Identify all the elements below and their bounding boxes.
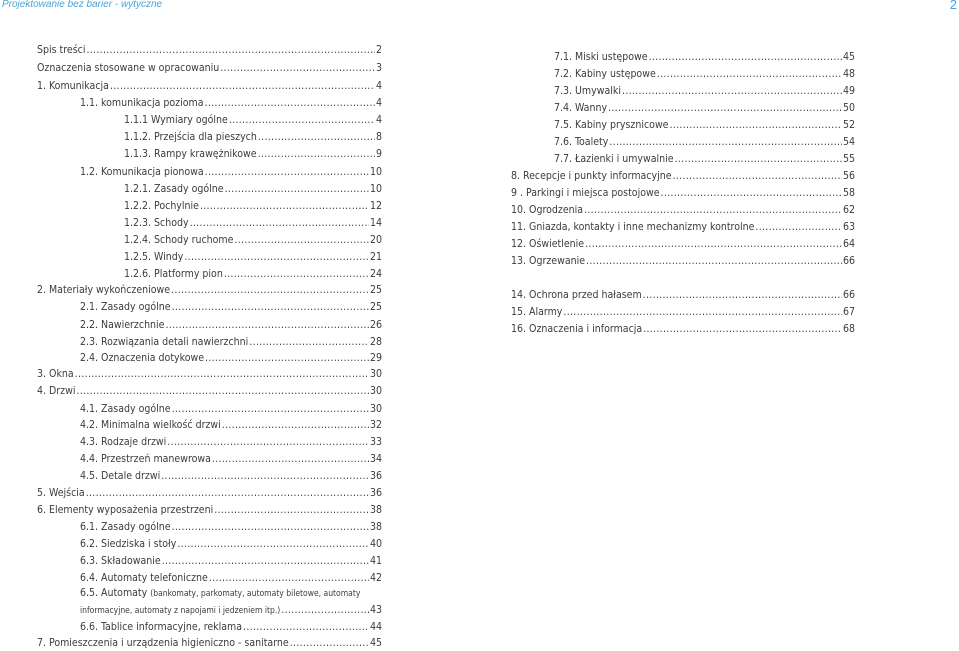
- header-title: Projektowanie bez barier - wytyczne: [2, 0, 163, 10]
- toc-entry-page: 38: [369, 521, 382, 533]
- toc-entry-page: 62: [842, 204, 855, 216]
- toc-entry[interactable]: [124, 268, 382, 281]
- toc-entry-page: 21: [369, 251, 382, 263]
- toc-entry-title: 2.1. Zasady ogólne: [80, 301, 171, 313]
- toc-entry[interactable]: [554, 102, 855, 115]
- toc-entry-page: 9: [375, 148, 382, 160]
- toc-entry-page: 66: [842, 255, 855, 267]
- page-number: 2: [949, 0, 957, 12]
- toc-entry-title: Oznaczenia stosowane w opracowaniu: [37, 62, 220, 74]
- toc-entry-title: 7.6. Toalety: [554, 136, 609, 148]
- toc-leader-dots: [209, 572, 369, 585]
- toc-leader-dots: [172, 301, 369, 314]
- toc-entry[interactable]: [37, 504, 382, 517]
- toc-entry-title: 3. Okna: [37, 368, 74, 380]
- toc-entry-page: 66: [842, 289, 855, 301]
- toc-entry-page: 45: [842, 51, 855, 63]
- toc-leader-dots: [675, 153, 842, 166]
- toc-entry-page: 30: [369, 403, 382, 415]
- toc-entry-page: 67: [842, 306, 855, 318]
- toc-entry-page: 68: [842, 323, 855, 335]
- toc-entry-title: 8. Recepcje i punkty informacyjne: [511, 170, 672, 182]
- toc-entry-page: 42: [369, 572, 382, 584]
- toc-entry-title: 1.2.5. Windy: [124, 251, 184, 263]
- toc-entry[interactable]: [80, 301, 382, 314]
- toc-entry[interactable]: [80, 419, 382, 432]
- toc-entry[interactable]: [80, 521, 382, 534]
- toc-entry[interactable]: [80, 97, 382, 110]
- toc-entry-title: 1.1. komunikacja pozioma: [80, 97, 204, 109]
- toc-leader-dots: [673, 170, 842, 183]
- toc-entry-page: 38: [369, 504, 382, 516]
- toc-entry[interactable]: [80, 336, 382, 349]
- toc-entry-page: 20: [369, 234, 382, 246]
- toc-leader-dots: [162, 555, 369, 568]
- toc-entry-page: 14: [369, 217, 382, 229]
- toc-leader-dots: [563, 306, 842, 319]
- toc-entry-title: 2.4. Oznaczenia dotykowe: [80, 352, 205, 364]
- toc-entry-page: 36: [369, 470, 382, 482]
- toc-entry-title: 7. Pomieszczenia i urządzenia higieniczno - sanitarne: [37, 637, 289, 649]
- toc-leader-dots: [205, 97, 375, 110]
- toc-entry-title: 14. Ochrona przed hałasem: [511, 289, 642, 301]
- toc-entry-page: 54: [842, 136, 855, 148]
- toc-leader-dots: [585, 238, 842, 251]
- toc-entry-title: 1.2.2. Pochylnie: [124, 200, 199, 212]
- toc-entry[interactable]: [80, 621, 382, 634]
- toc-entry-page: 30: [369, 385, 382, 397]
- toc-entry-page: 56: [842, 170, 855, 182]
- toc-entry-title: 6. Elementy wyposażenia przestrzeni: [37, 504, 214, 516]
- toc-leader-dots: [243, 621, 369, 634]
- toc-entry-page: 58: [842, 187, 855, 199]
- toc-entry[interactable]: [37, 62, 382, 75]
- toc-entry-page: 24: [369, 268, 382, 280]
- toc-leader-dots: [205, 352, 369, 365]
- toc-entry-page: 43: [369, 604, 382, 616]
- toc-entry-title: 9 . Parkingi i miejsca postojowe: [511, 187, 660, 199]
- toc-entry-page: 45: [369, 637, 382, 649]
- toc-entry-page: 28: [369, 336, 382, 348]
- toc-entry[interactable]: [511, 306, 855, 319]
- toc-entry-title: 1.2.6. Platformy pion: [124, 268, 223, 280]
- toc-leader-dots: [224, 268, 369, 281]
- toc-entry-title: 11. Gniazda, kontakty i inne mechanizmy kontrolne: [511, 221, 755, 233]
- toc-entry[interactable]: [80, 166, 382, 179]
- toc-entry[interactable]: [80, 352, 382, 365]
- toc-entry-title: 4.1. Zasady ogólne: [80, 403, 171, 415]
- toc-entry-page: 10: [369, 166, 382, 178]
- toc-leader-dots: [110, 80, 375, 93]
- toc-entry-page: 10: [369, 183, 382, 195]
- toc-leader-dots: [177, 538, 369, 551]
- toc-entry-title: 10. Ogrodzenia: [511, 204, 584, 216]
- toc-entry[interactable]: [124, 200, 382, 213]
- toc-entry[interactable]: [80, 319, 382, 332]
- toc-entry-title: 15. Alarmy: [511, 306, 563, 318]
- toc-entry-title: 13. Ogrzewanie: [511, 255, 586, 267]
- toc-entry[interactable]: [511, 255, 855, 268]
- toc-entry-title: 16. Oznaczenia i informacja: [511, 323, 643, 335]
- toc-leader-dots: [190, 217, 369, 230]
- toc-entry-page: 4: [375, 97, 382, 109]
- toc-entry-title: 4.2. Minimalna wielkość drzwi: [80, 419, 221, 431]
- toc-entry-title: 5. Wejścia: [37, 487, 85, 499]
- toc-entry-title: 2.2. Nawierzchnie: [80, 319, 165, 331]
- toc-leader-dots: [608, 102, 842, 115]
- toc-leader-dots: [214, 504, 369, 517]
- toc-entry[interactable]: [554, 68, 855, 81]
- toc-leader-dots: [649, 51, 842, 64]
- toc-entry-title: 7.4. Wanny: [554, 102, 608, 114]
- toc-entry-title: 6.1. Zasady ogólne: [80, 521, 171, 533]
- toc-entry-page: 50: [842, 102, 855, 114]
- toc-entry-title: 7.3. Umywalki: [554, 85, 621, 97]
- toc-entry-title: 4.5. Detale drzwi: [80, 470, 161, 482]
- toc-entry-page: 49: [842, 85, 855, 97]
- toc-entry[interactable]: [124, 131, 382, 144]
- toc-entry-title: 7.2. Kabiny ustępowe: [554, 68, 656, 80]
- toc-leader-dots: [657, 68, 842, 81]
- toc-entry-title: 1.1.3. Rampy krawężnikowe: [124, 148, 257, 160]
- toc-entry-title: 2. Materiały wykończeniowe: [37, 284, 171, 296]
- toc-leader-dots: [643, 323, 842, 336]
- toc-leader-dots: [622, 85, 842, 98]
- toc-entry-page: 4: [375, 80, 382, 92]
- toc-entry[interactable]: [80, 587, 382, 600]
- toc-leader-dots: [222, 419, 369, 432]
- toc-leader-dots: [643, 289, 842, 302]
- toc-entry[interactable]: [124, 217, 382, 230]
- page-header: [0, 0, 959, 14]
- toc-entry[interactable]: [511, 289, 855, 302]
- toc-entry-page: 26: [369, 319, 382, 331]
- toc-entry[interactable]: [37, 80, 382, 93]
- toc-entry[interactable]: [37, 385, 382, 398]
- toc-leader-dots: [184, 251, 369, 264]
- toc-entry[interactable]: [511, 170, 855, 183]
- toc-entry-page: 8: [375, 131, 382, 143]
- toc-entry[interactable]: [511, 204, 855, 217]
- toc-entry-page: 36: [369, 487, 382, 499]
- toc-entry[interactable]: [511, 187, 855, 200]
- toc-entry-page: 33: [369, 436, 382, 448]
- toc-entry-title: 4. Drzwi: [37, 385, 76, 397]
- toc-entry-title: 7.5. Kabiny prysznicowe: [554, 119, 669, 131]
- toc-leader-dots: [609, 136, 842, 149]
- toc-entry-page: 52: [842, 119, 855, 131]
- toc-entry-page: 29: [369, 352, 382, 364]
- toc-entry[interactable]: [80, 555, 382, 568]
- toc-leader-dots: [234, 234, 369, 247]
- toc-entry[interactable]: [554, 85, 855, 98]
- toc-leader-dots: [76, 385, 368, 398]
- toc-leader-dots: [661, 187, 842, 200]
- toc-leader-dots: [586, 255, 842, 268]
- toc-entry-title: 1.2.1. Zasady ogólne: [124, 183, 224, 195]
- toc-entry-title: 1.1.2. Przejścia dla pieszych: [124, 131, 257, 143]
- toc-entry-page: 12: [369, 200, 382, 212]
- toc-entry-title: informacyjne, automaty z napojami i jedzeniem itp.): [80, 606, 281, 616]
- toc-entry-title: 7.7. Łazienki i umywalnie: [554, 153, 674, 165]
- toc-entry-title: 6.6. Tablice informacyjne, reklama: [80, 621, 243, 633]
- toc-leader-dots: [220, 62, 375, 75]
- toc-entry-page: 2: [375, 44, 382, 56]
- toc-entry[interactable]: [554, 153, 855, 166]
- toc-leader-dots: [212, 453, 369, 466]
- toc-entry[interactable]: [37, 44, 382, 57]
- toc-leader-dots: [290, 637, 369, 650]
- toc-entry[interactable]: [511, 323, 855, 336]
- toc-entry-page: 4: [375, 114, 382, 126]
- toc-entry[interactable]: [37, 284, 382, 297]
- toc-entry[interactable]: [124, 251, 382, 264]
- toc-entry-page: 25: [369, 284, 382, 296]
- toc-entry[interactable]: [80, 453, 382, 466]
- toc-entry-page: 41: [369, 555, 382, 567]
- toc-entry-title: 2.3. Rozwiązania detali nawierzchni: [80, 336, 249, 348]
- toc-leader-dots: [86, 44, 375, 57]
- toc-entry[interactable]: [37, 487, 382, 500]
- toc-entry-page: 55: [842, 153, 855, 165]
- toc-leader-dots: [670, 119, 842, 132]
- toc-entry-page: 48: [842, 68, 855, 80]
- toc-entry[interactable]: [80, 572, 382, 585]
- toc-leader-dots: [225, 183, 369, 196]
- toc-entry-page: 34: [369, 453, 382, 465]
- toc-leader-dots: [755, 221, 842, 234]
- toc-entry-page: 44: [369, 621, 382, 633]
- toc-entry[interactable]: [80, 538, 382, 551]
- toc-entry-detail: (bankomaty, parkomaty, automaty biletowe, automaty: [150, 589, 361, 599]
- toc-entry-title: 6.3. Składowanie: [80, 555, 161, 567]
- toc-entry-title: 4.4. Przestrzeń manewrowa: [80, 453, 211, 465]
- toc-entry-title: 12. Oświetlenie: [511, 238, 585, 250]
- toc-entry-title: 1. Komunikacja: [37, 80, 109, 92]
- toc-leader-dots: [172, 521, 369, 534]
- toc-entry-title: 6.4. Automaty telefoniczne: [80, 572, 208, 584]
- toc-entry-title: 1.2.4. Schody ruchome: [124, 234, 234, 246]
- toc-entry-page: 32: [369, 419, 382, 431]
- toc-entry[interactable]: [80, 436, 382, 449]
- toc-leader-dots: [200, 200, 369, 213]
- toc-entry-page: 63: [842, 221, 855, 233]
- toc-leader-dots: [161, 470, 369, 483]
- toc-entry-title: 6.5. Automaty: [80, 587, 148, 599]
- toc-entry[interactable]: [511, 238, 855, 251]
- toc-entry-title: Spis treści: [37, 44, 86, 56]
- toc-entry[interactable]: [124, 114, 382, 127]
- toc-entry-page: 64: [842, 238, 855, 250]
- toc-entry[interactable]: [80, 470, 382, 483]
- toc-entry-page: 40: [369, 538, 382, 550]
- toc-entry[interactable]: [124, 183, 382, 196]
- toc-leader-dots: [75, 368, 369, 381]
- toc-entry-page: 25: [369, 301, 382, 313]
- toc-leader-dots: [172, 403, 369, 416]
- toc-leader-dots: [229, 114, 375, 127]
- toc-leader-dots: [171, 284, 369, 297]
- toc-entry[interactable]: [80, 403, 382, 416]
- toc-leader-dots: [167, 436, 369, 449]
- toc-entry-title: 6.2. Siedziska i stoły: [80, 538, 177, 550]
- toc-entry-title: 4.3. Rodzaje drzwi: [80, 436, 167, 448]
- toc-leader-dots: [86, 487, 369, 500]
- toc-entry[interactable]: [554, 136, 855, 149]
- toc-leader-dots: [281, 604, 369, 617]
- toc-entry-page: 3: [375, 62, 382, 74]
- toc-entry-title: 1.2.3. Schody: [124, 217, 189, 229]
- toc-entry[interactable]: [511, 221, 855, 234]
- toc-entry[interactable]: [124, 234, 382, 247]
- toc-entry-title: 1.2. Komunikacja pionowa: [80, 166, 204, 178]
- toc-leader-dots: [584, 204, 842, 217]
- toc-entry[interactable]: [37, 368, 382, 381]
- toc-leader-dots: [258, 148, 375, 161]
- toc-entry-page: 30: [369, 368, 382, 380]
- toc-entry[interactable]: [554, 119, 855, 132]
- toc-leader-dots: [249, 336, 369, 349]
- toc-leader-dots: [165, 319, 368, 332]
- toc-entry[interactable]: [80, 604, 382, 617]
- toc-entry[interactable]: [37, 637, 382, 650]
- toc-entry-title: 1.1.1 Wymiary ogólne: [124, 114, 228, 126]
- toc-entry[interactable]: [554, 51, 855, 64]
- toc-leader-dots: [258, 131, 375, 144]
- toc-entry[interactable]: [124, 148, 382, 161]
- toc-leader-dots: [205, 166, 369, 179]
- toc-entry-title: 7.1. Miski ustępowe: [554, 51, 648, 63]
